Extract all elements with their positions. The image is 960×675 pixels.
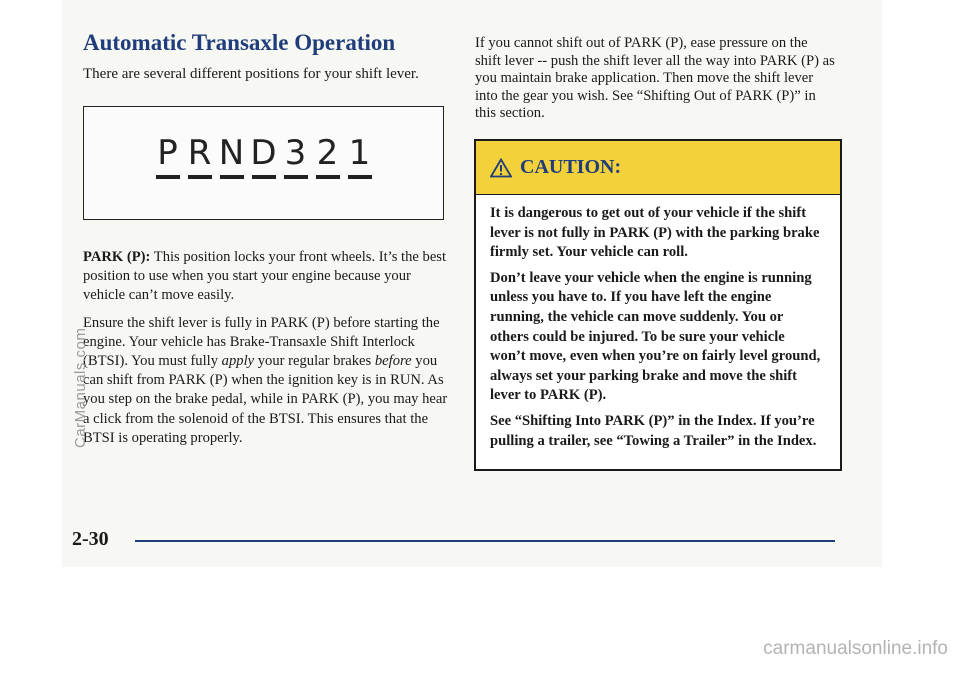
footer-rule [135,540,835,542]
warning-triangle-icon [490,158,512,178]
ensure-paragraph [83,314,451,448]
gear-letter: P [157,133,178,173]
page-number: 2-30 [72,528,109,550]
gear-1 [346,135,373,179]
gear-3 [282,135,309,179]
ensure-text-1: Ensure the shift lever is fully in PARK (P) before starting the engine. Your vehicle has Brake-Transaxle Shift Interlock (BTSI). You must fully [83,314,440,370]
gear-indicator-bar [252,175,276,179]
side-watermark: CarManuals.com [72,327,89,448]
gear-p [154,135,181,179]
gear-indicator-bar [316,175,340,179]
ensure-text-3: you can shift from PARK (P) when the ignition key is in RUN. As you step on the brake pedal, while in PARK (P), you may hear a click from the solenoid of the BTSI. This ensures that the BTSI is operating properly. [83,353,448,446]
ensure-emphasis-apply: apply [221,353,255,370]
gear-letter: 3 [284,133,307,173]
footer-watermark-link[interactable]: carmanualsonline.info [763,638,948,659]
caution-paragraph-3: See “Shifting Into PARK (P)” in the Index. If you’re pulling a trailer, see “Towing a Trailer” in the Index. [490,412,817,449]
gear-selector-illustration [83,106,444,220]
caution-paragraph-2: Don’t leave your vehicle when the engine is running unless you have to. If you have left the engine running, the vehicle can move suddenly. You or others could be injured. To be sure your vehicle won’t move, even when you’re on fairly level ground, always set your parking brake and move the shift lever to PARK (P). [490,269,821,404]
caution-title: CAUTION: [520,156,622,178]
gear-indicator-bar [156,175,180,179]
gear-d [250,135,277,179]
gear-letter: R [187,133,212,173]
section-title: Automatic Transaxle Operation [83,30,396,55]
left-body-text [83,248,451,456]
gear-letter: 1 [348,133,371,173]
caution-box [474,139,842,471]
gear-indicator-bar [220,175,244,179]
gear-2 [314,135,341,179]
gear-letter: N [218,133,245,173]
caution-header [476,141,840,195]
gear-positions [154,135,373,179]
caution-paragraph-1: It is dangerous to get out of your vehicle if the shift lever is not fully in PARK (P) with the parking brake firmly set. Your vehicle can roll. [490,205,820,261]
caution-body [476,195,840,451]
gear-letter: D [250,133,277,173]
shift-out-paragraph: If you cannot shift out of PARK (P), ease pressure on the shift lever -- push the shift lever all the way into PARK (P) as you maintain brake application. Then move the shift lever into the gear you wish. See “Shifting Out of PARK (P)” in this section. [475,35,835,122]
park-description: This position locks your front wheels. It’s the best position to use when you start your engine because your vehicle can’t move easily. [83,249,447,304]
gear-letter: 2 [316,133,339,173]
gear-r [186,135,213,179]
right-body-text [475,35,835,123]
ensure-text-2: your regular brakes [254,353,375,370]
ensure-emphasis-before: before [374,353,412,370]
gear-indicator-bar [188,175,212,179]
intro-text: There are several different positions for your shift lever. [83,66,419,82]
park-paragraph [83,248,451,306]
gear-indicator-bar [284,175,308,179]
gear-indicator-bar [348,175,372,179]
gear-n [218,135,245,179]
park-label: PARK (P): [83,249,151,265]
